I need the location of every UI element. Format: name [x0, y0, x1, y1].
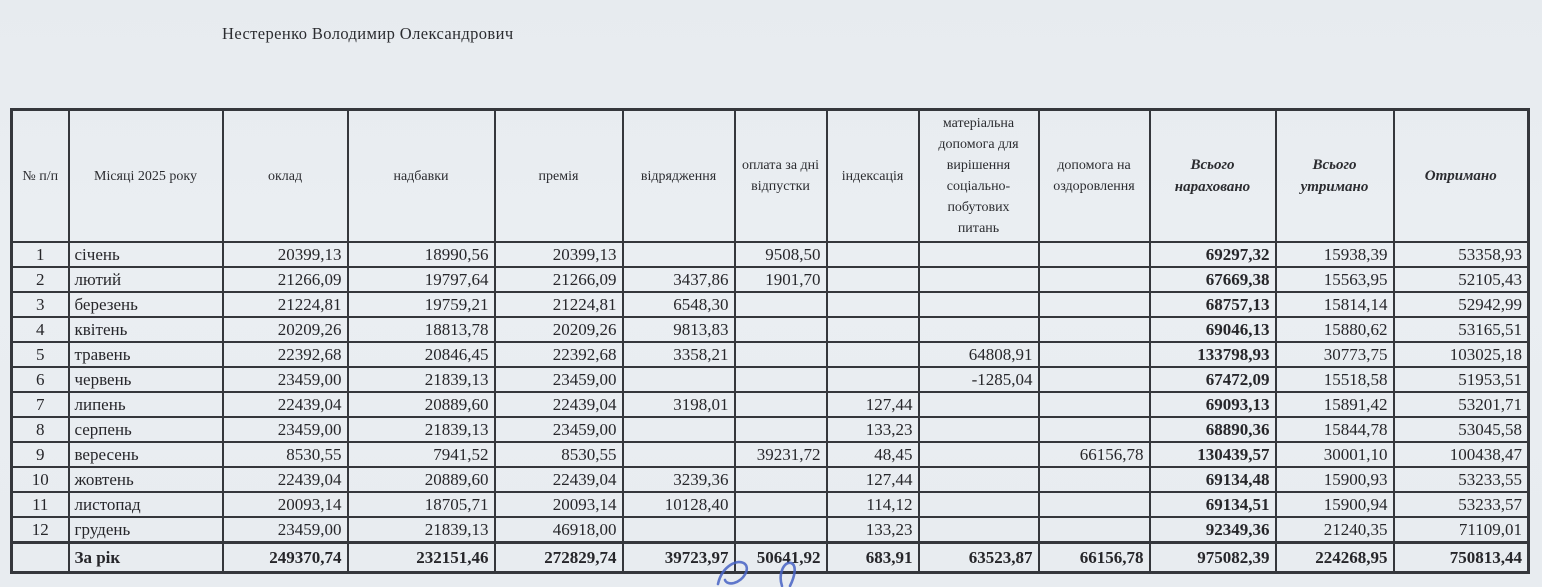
- table-cell: травень: [69, 342, 223, 367]
- table-row: [12, 417, 1529, 442]
- table-row: [12, 342, 1529, 367]
- table-cell: 8530,55: [495, 442, 623, 467]
- table-cell: 69134,48: [1150, 467, 1276, 492]
- table-cell: 8: [12, 417, 69, 442]
- total-cell: 249370,74: [223, 543, 348, 573]
- table-cell: [1039, 492, 1150, 517]
- table-cell: 20846,45: [348, 342, 495, 367]
- table-cell: 30001,10: [1276, 442, 1394, 467]
- table-cell: 69134,51: [1150, 492, 1276, 517]
- table-cell: лютий: [69, 267, 223, 292]
- table-cell: [827, 292, 919, 317]
- table-cell: 22392,68: [495, 342, 623, 367]
- column-header: оклад: [223, 110, 348, 243]
- table-row: [12, 467, 1529, 492]
- table-cell: 21839,13: [348, 367, 495, 392]
- column-header: Отримано: [1394, 110, 1529, 243]
- table-cell: [735, 292, 827, 317]
- table-row: [12, 317, 1529, 342]
- table-cell: 53233,55: [1394, 467, 1529, 492]
- table-cell: 23459,00: [223, 417, 348, 442]
- table-cell: 48,45: [827, 442, 919, 467]
- table-cell: липень: [69, 392, 223, 417]
- table-cell: 7: [12, 392, 69, 417]
- column-header: матеріальна допомога для вирішення соціально-побутових питань: [919, 110, 1039, 243]
- table-cell: 69046,13: [1150, 317, 1276, 342]
- table-cell: 68757,13: [1150, 292, 1276, 317]
- table-cell: 46918,00: [495, 517, 623, 543]
- table-row: [12, 442, 1529, 467]
- table-cell: [623, 442, 735, 467]
- table-cell: 3: [12, 292, 69, 317]
- table-cell: 30773,75: [1276, 342, 1394, 367]
- table-cell: 21224,81: [495, 292, 623, 317]
- table-cell: 20399,13: [223, 242, 348, 267]
- table-cell: 3198,01: [623, 392, 735, 417]
- table-cell: [735, 317, 827, 342]
- table-cell: [1039, 267, 1150, 292]
- table-cell: 15563,95: [1276, 267, 1394, 292]
- total-cell: 50641,92: [735, 543, 827, 573]
- table-cell: 20889,60: [348, 392, 495, 417]
- table-cell: 9: [12, 442, 69, 467]
- table-cell: [827, 367, 919, 392]
- table-cell: 18990,56: [348, 242, 495, 267]
- table-cell: 9508,50: [735, 242, 827, 267]
- table-cell: 52942,99: [1394, 292, 1529, 317]
- table-cell: 127,44: [827, 467, 919, 492]
- column-header: індексація: [827, 110, 919, 243]
- table-cell: 66156,78: [1039, 442, 1150, 467]
- table-cell: 22439,04: [495, 467, 623, 492]
- signature-mark: [712, 556, 862, 587]
- total-cell: 683,91: [827, 543, 919, 573]
- total-cell: 232151,46: [348, 543, 495, 573]
- table-cell: 21240,35: [1276, 517, 1394, 543]
- table-cell: вересень: [69, 442, 223, 467]
- table-cell: [919, 517, 1039, 543]
- table-cell: 53165,51: [1394, 317, 1529, 342]
- table-cell: 51953,51: [1394, 367, 1529, 392]
- table-header: [12, 110, 1529, 243]
- table-cell: 69093,13: [1150, 392, 1276, 417]
- table-cell: [623, 367, 735, 392]
- table-cell: [623, 517, 735, 543]
- table-cell: 127,44: [827, 392, 919, 417]
- table-cell: 133798,93: [1150, 342, 1276, 367]
- table-cell: квітень: [69, 317, 223, 342]
- table-cell: [623, 417, 735, 442]
- table-cell: 22392,68: [223, 342, 348, 367]
- table-cell: 23459,00: [223, 367, 348, 392]
- table-cell: [735, 367, 827, 392]
- column-header: надбавки: [348, 110, 495, 243]
- table-cell: 15880,62: [1276, 317, 1394, 342]
- table-cell: [919, 317, 1039, 342]
- table-cell: [623, 242, 735, 267]
- table-cell: 133,23: [827, 517, 919, 543]
- table-cell: 2: [12, 267, 69, 292]
- table-cell: 23459,00: [495, 367, 623, 392]
- table-cell: [735, 517, 827, 543]
- table-cell: 8530,55: [223, 442, 348, 467]
- table-cell: 53045,58: [1394, 417, 1529, 442]
- header-row: [12, 110, 1529, 243]
- table-cell: [1039, 367, 1150, 392]
- total-cell: 63523,87: [919, 543, 1039, 573]
- table-cell: жовтень: [69, 467, 223, 492]
- table-cell: 52105,43: [1394, 267, 1529, 292]
- table-cell: 18813,78: [348, 317, 495, 342]
- table-cell: [1039, 392, 1150, 417]
- column-header: Місяці 2025 року: [69, 110, 223, 243]
- table-cell: 53201,71: [1394, 392, 1529, 417]
- table-cell: 23459,00: [495, 417, 623, 442]
- table-cell: [1039, 342, 1150, 367]
- table-cell: 7941,52: [348, 442, 495, 467]
- table-cell: 9813,83: [623, 317, 735, 342]
- table-cell: 114,12: [827, 492, 919, 517]
- table-row: [12, 367, 1529, 392]
- table-cell: [735, 342, 827, 367]
- total-cell: 224268,95: [1276, 543, 1394, 573]
- table-row: [12, 517, 1529, 543]
- table-body: [12, 242, 1529, 543]
- signature-stroke-1: [718, 562, 747, 584]
- table-cell: [919, 417, 1039, 442]
- table-cell: [827, 342, 919, 367]
- table-cell: 6548,30: [623, 292, 735, 317]
- table-row: [12, 292, 1529, 317]
- table-cell: серпень: [69, 417, 223, 442]
- table-cell: 15518,58: [1276, 367, 1394, 392]
- table-cell: [1039, 292, 1150, 317]
- table-cell: 20093,14: [495, 492, 623, 517]
- table-cell: 15844,78: [1276, 417, 1394, 442]
- table-cell: 20889,60: [348, 467, 495, 492]
- table-cell: 92349,36: [1150, 517, 1276, 543]
- table-cell: 100438,47: [1394, 442, 1529, 467]
- column-header: допомога на оздоровлення: [1039, 110, 1150, 243]
- total-cell: 272829,74: [495, 543, 623, 573]
- table-cell: 3239,36: [623, 467, 735, 492]
- table-cell: [735, 467, 827, 492]
- table-cell: 39231,72: [735, 442, 827, 467]
- table-cell: [827, 242, 919, 267]
- total-cell: 750813,44: [1394, 543, 1529, 573]
- employee-name: Нестеренко Володимир Олександрович: [222, 24, 514, 43]
- table-cell: грудень: [69, 517, 223, 543]
- total-cell: 975082,39: [1150, 543, 1276, 573]
- table-cell: 68890,36: [1150, 417, 1276, 442]
- total-cell: [12, 543, 69, 573]
- table-cell: [919, 492, 1039, 517]
- column-header: Всього утримано: [1276, 110, 1394, 243]
- table-cell: березень: [69, 292, 223, 317]
- table-cell: 15891,42: [1276, 392, 1394, 417]
- column-header: Всього нараховано: [1150, 110, 1276, 243]
- table-cell: [1039, 417, 1150, 442]
- table-cell: [1039, 517, 1150, 543]
- table-cell: [919, 392, 1039, 417]
- table-cell: 1901,70: [735, 267, 827, 292]
- table-cell: 53233,57: [1394, 492, 1529, 517]
- column-header: № п/п: [12, 110, 69, 243]
- table-cell: 22439,04: [223, 467, 348, 492]
- table-cell: 20209,26: [223, 317, 348, 342]
- table-row: [12, 492, 1529, 517]
- table-cell: листопад: [69, 492, 223, 517]
- table-cell: 10: [12, 467, 69, 492]
- table-cell: 19797,64: [348, 267, 495, 292]
- table-cell: 19759,21: [348, 292, 495, 317]
- table-cell: [919, 292, 1039, 317]
- table-cell: 11: [12, 492, 69, 517]
- table-cell: [827, 317, 919, 342]
- table-cell: 21266,09: [223, 267, 348, 292]
- table-cell: 10128,40: [623, 492, 735, 517]
- table-cell: 71109,01: [1394, 517, 1529, 543]
- table-cell: 15938,39: [1276, 242, 1394, 267]
- table-cell: 18705,71: [348, 492, 495, 517]
- table-cell: січень: [69, 242, 223, 267]
- table-row: [12, 392, 1529, 417]
- table-cell: 67669,38: [1150, 267, 1276, 292]
- payroll-table: [10, 108, 1530, 574]
- table-cell: 20209,26: [495, 317, 623, 342]
- table-cell: 3437,86: [623, 267, 735, 292]
- table-cell: 12: [12, 517, 69, 543]
- table-cell: 6: [12, 367, 69, 392]
- table-cell: 15814,14: [1276, 292, 1394, 317]
- table-cell: 15900,94: [1276, 492, 1394, 517]
- table-cell: 69297,32: [1150, 242, 1276, 267]
- table-cell: [735, 492, 827, 517]
- table-cell: 1: [12, 242, 69, 267]
- table-cell: [919, 442, 1039, 467]
- table-cell: 130439,57: [1150, 442, 1276, 467]
- table-cell: 21839,13: [348, 517, 495, 543]
- table-cell: [919, 242, 1039, 267]
- table-cell: 64808,91: [919, 342, 1039, 367]
- table-cell: [735, 417, 827, 442]
- table-cell: 5: [12, 342, 69, 367]
- table-cell: 4: [12, 317, 69, 342]
- table-cell: 21224,81: [223, 292, 348, 317]
- table-cell: [1039, 317, 1150, 342]
- table-cell: 53358,93: [1394, 242, 1529, 267]
- table-row: [12, 267, 1529, 292]
- table-cell: [827, 267, 919, 292]
- table-cell: [735, 392, 827, 417]
- signature-stroke-2: [781, 563, 795, 586]
- table-cell: [1039, 467, 1150, 492]
- total-cell: 39723,97: [623, 543, 735, 573]
- table-cell: 23459,00: [223, 517, 348, 543]
- table-cell: 22439,04: [495, 392, 623, 417]
- table-cell: 20093,14: [223, 492, 348, 517]
- table-cell: [919, 267, 1039, 292]
- table-cell: 20399,13: [495, 242, 623, 267]
- total-cell: За рік: [69, 543, 223, 573]
- table-cell: -1285,04: [919, 367, 1039, 392]
- table-cell: 103025,18: [1394, 342, 1529, 367]
- table-cell: 133,23: [827, 417, 919, 442]
- table-cell: 21266,09: [495, 267, 623, 292]
- column-header: премія: [495, 110, 623, 243]
- table-cell: червень: [69, 367, 223, 392]
- table-cell: 3358,21: [623, 342, 735, 367]
- column-header: оплата за дні відпустки: [735, 110, 827, 243]
- table-cell: 22439,04: [223, 392, 348, 417]
- table-cell: 67472,09: [1150, 367, 1276, 392]
- table-cell: [1039, 242, 1150, 267]
- table-cell: [919, 467, 1039, 492]
- table-row: [12, 242, 1529, 267]
- total-cell: 66156,78: [1039, 543, 1150, 573]
- table-cell: 15900,93: [1276, 467, 1394, 492]
- table-cell: 21839,13: [348, 417, 495, 442]
- column-header: відрядження: [623, 110, 735, 243]
